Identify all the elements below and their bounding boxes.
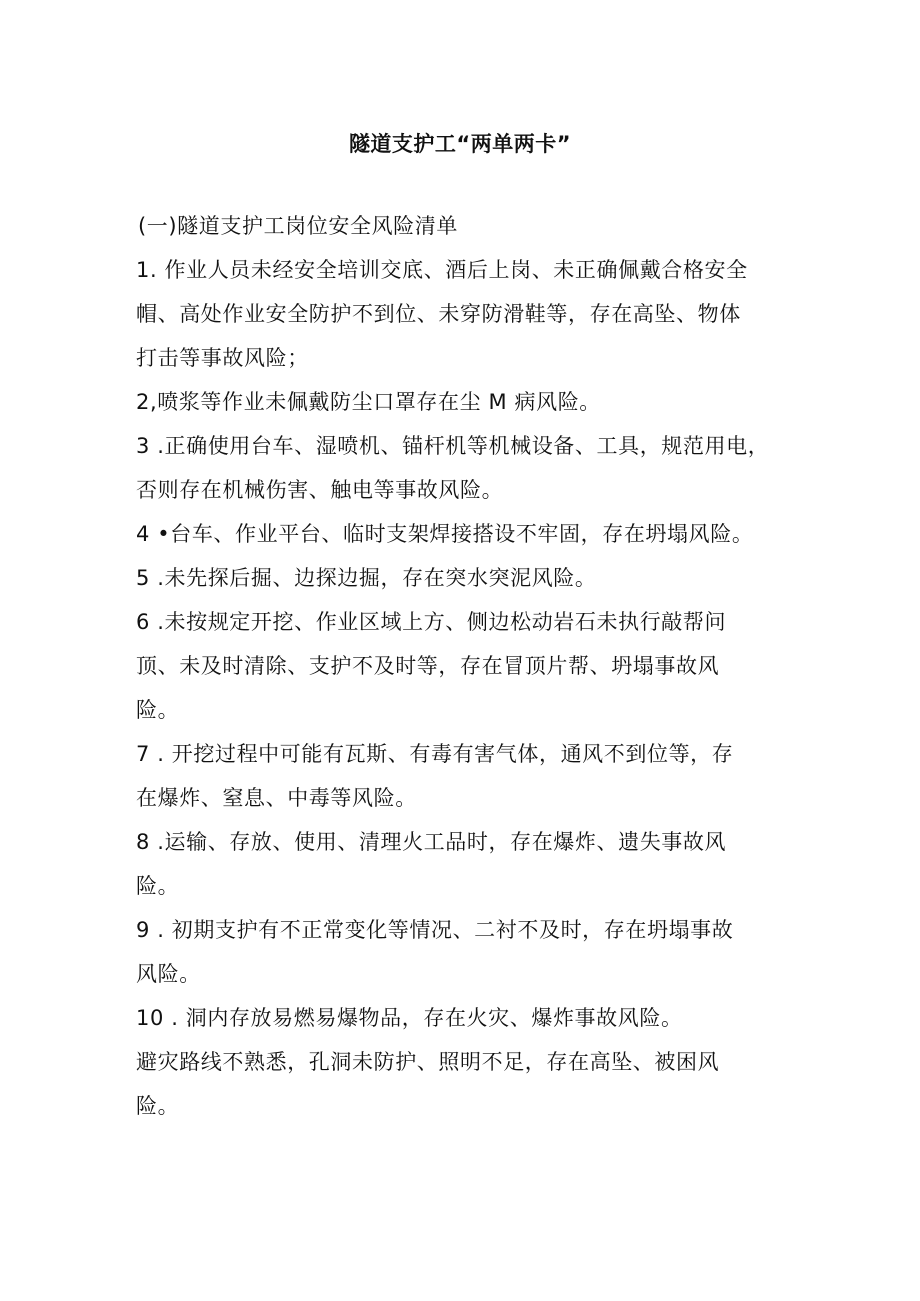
risk-item-6-line-1: 6 .未按规定开挖、作业区域上方、侧边松动岩石未执行敲帮问: [136, 610, 727, 634]
risk-item-3-line-2: 否则存在机械伤害、触电等事故风险。: [136, 478, 504, 502]
risk-item-11: [136, 1040, 800, 1128]
risk-item-1-line-1: 1. 作业人员未经安全培训交底、酒后上岗、未正确佩戴合格安全: [136, 258, 748, 282]
risk-item-3-line-1: 3 .正确使用台车、湿喷机、锚杆机等机械设备、工具，规范用电，: [136, 434, 770, 458]
risk-item-1: [136, 248, 800, 380]
section-heading: (一)隧道支护工岗位安全风险清单: [138, 214, 458, 238]
risk-item-7-line-1: 7 . 开挖过程中可能有瓦斯、有毒有害气体，通风不到位等，存: [136, 742, 734, 766]
risk-item-11-line-1: 避灾路线不熟悉，孔洞未防护、照明不足，存在高坠、被困风: [136, 1050, 720, 1074]
risk-item-8-line-2: 险。: [136, 874, 180, 898]
document-title: 隧道支护工“两单两卡”: [348, 132, 572, 156]
risk-item-9-line-2: 风险。: [136, 962, 201, 986]
risk-item-4: [136, 512, 800, 556]
risk-item-11-line-2: 险。: [136, 1094, 180, 1118]
risk-item-7: [136, 732, 800, 820]
risk-item-5: [136, 556, 800, 600]
risk-item-8-line-1: 8 .运输、存放、使用、清理火工品时，存在爆炸、遗失事故风: [136, 830, 727, 854]
risk-item-2-line-1: 2,喷浆等作业未佩戴防尘口罩存在尘 M 病风险。: [136, 390, 601, 414]
risk-item-10: [136, 996, 800, 1040]
risk-item-7-line-2: 在爆炸、窒息、中毒等风险。: [136, 786, 417, 810]
risk-item-6-line-2: 顶、未及时清除、支护不及时等，存在冒顶片帮、坍塌事故风: [136, 654, 720, 678]
risk-item-10-line-1: 10 . 洞内存放易燃易爆物品，存在火灾、爆炸事故风险。: [136, 1006, 683, 1030]
risk-item-9-line-1: 9 . 初期支护有不正常变化等情况、二衬不及时，存在坍塌事故: [136, 918, 734, 942]
risk-item-2: [136, 380, 800, 424]
risk-item-4-line-1: 4 •台车、作业平台、临时支架焊接搭设不牢固，存在坍塌风险。: [136, 522, 754, 546]
risk-item-1-line-3: 打击等事故风险；: [136, 346, 309, 370]
risk-item-5-line-1: 5 .未先探后掘、边探边掘，存在突水突泥风险。: [136, 566, 597, 590]
risk-item-9: [136, 908, 800, 996]
risk-item-6-line-3: 险。: [136, 698, 180, 722]
risk-item-6: [136, 600, 800, 732]
risk-item-8: [136, 820, 800, 908]
risk-item-3: [136, 424, 800, 512]
document-body: [136, 204, 800, 1128]
risk-item-1-line-2: 帽、高处作业安全防护不到位、未穿防滑鞋等，存在高坠、物体: [136, 302, 741, 326]
